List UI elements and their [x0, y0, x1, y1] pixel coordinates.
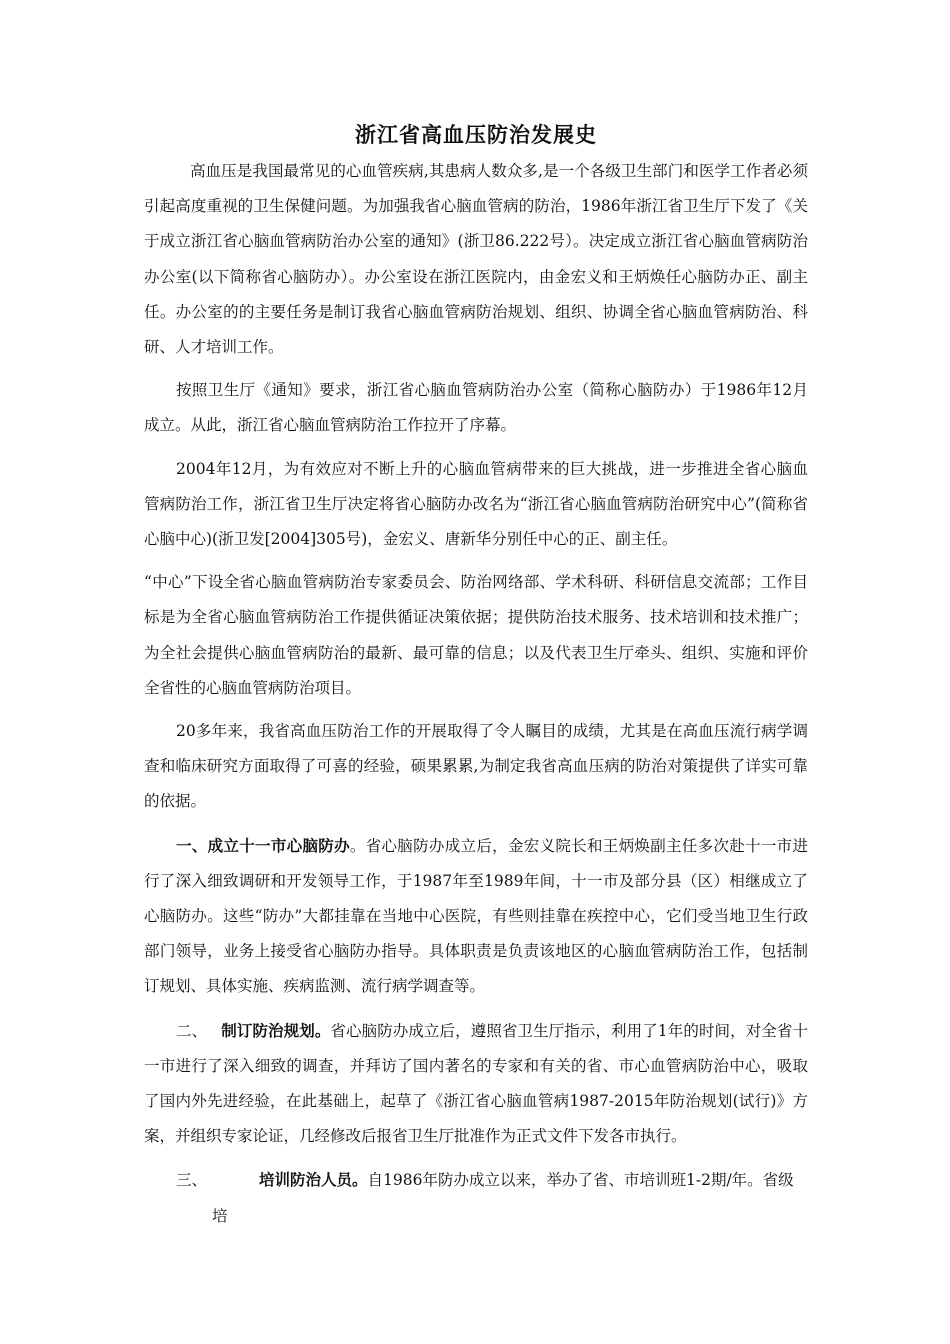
paragraph-center-structure: “中心”下设全省心脑血管病防治专家委员会、防治网络部、学术科研、科研信息交流部；工作目标是为全省心脑血管病防治工作提供循证决策依据；提供防治技术服务、技术培训和技术推广；为全社会提供心脑血管病防治的最新、最可靠的信息；以及代表卫生厅牵头、组织、实施和评价全省性的心脑血管病防治项目。 [144, 573, 808, 697]
section-two [144, 1013, 808, 1155]
paragraph-achievements: 20多年来，我省高血压防治工作的开展取得了令人瞩目的成绩，尤其是在高血压流行病学调查和临床研究方面取得了可喜的经验，硕果累累,为制定我省高血压病的防治对策提供了详实可靠的依据。 [144, 722, 808, 811]
section-three-heading: 培训防治人员。 [259, 1170, 368, 1190]
section-one-text: 。省心脑防办成立后，金宏义院长和王炳焕副主任多次赴十一市进行了深入细致调研和开发领导工作，于1987年至1989年间，十一市及部分县（区）相继成立了心脑防办。这些“防办”大都挂靠在当地中心医院，有些则挂靠在疾控中心，它们受当地卫生行政部门领导，业务上接受省心脑防办指导。具体职责是负责该地区的心脑血管病防治工作，包括制订规划、具体实施、疾病监测、流行病学调查等。 [144, 836, 808, 996]
document-title: 浙江省高血压防治发展史 [355, 122, 597, 147]
section-three-text: 自1986年防办成立以来，举办了省、市培训班1-2期/年。省级 [367, 1171, 794, 1190]
paragraph-2004-rename: 2004年12月，为有效应对不断上升的心脑血管病带来的巨大挑战，进一步推进全省心脑血管病防治工作，浙江省卫生厅决定将省心脑防办改名为“浙江省心脑血管病防治研究中心”(简称省心脑中心)(浙卫发[2004]305号)，金宏义、唐新华分别任中心的正、副主任。 [144, 459, 808, 549]
section-three [144, 1162, 808, 1198]
document-page [144, 118, 808, 1234]
section-two-text: 省心脑防办成立后，遵照省卫生厅指示，利用了1年的时间，对全省十一市进行了深入细致的调查，并拜访了国内著名的专家和有关的省、市心血管病防治中心，吸取了国内外先进经验，在此基础上，起草了《浙江省心脑血管病1987-2015年防治规划(试行)》方案，并组织专家论证，几经修改后报省卫生厅批准作为正式文件下发各市执行。 [144, 1021, 808, 1146]
section-one [144, 828, 808, 1005]
paragraph-intro: 高血压是我国最常见的心血管疾病,其患病人数众多,是一个各级卫生部门和医学工作者必须引起高度重视的卫生保健问题。为加强我省心脑血管病的防治，1986年浙江省卫生厅下发了《关于成立浙江省心脑血管病防治办公室的通知》(浙卫86.222号）。决定成立浙江省心脑血管病防治办公室(以下简称省心脑防办）。办公室设在浙江医院内，由金宏义和王炳焕任心脑防办正、副主任。办公室的的主要任务是制订我省心脑血管病防治规划、组织、协调全省心脑血管病防治、科研、人才培训工作。 [144, 162, 808, 357]
section-two-heading: 制订防治规划。 [221, 1020, 331, 1040]
section-three-number: 三、 [176, 1171, 208, 1190]
section-two-number: 二、 [176, 1021, 208, 1040]
paragraph-notice: 按照卫生厅《通知》要求，浙江省心脑血管病防治办公室（简称心脑防办）于1986年12月成立。从此，浙江省心脑血管病防治工作拉开了序幕。 [144, 381, 808, 435]
section-one-heading: 一、成立十一市心脑防办 [176, 835, 350, 855]
section-three-continuation: 培 [212, 1206, 228, 1225]
